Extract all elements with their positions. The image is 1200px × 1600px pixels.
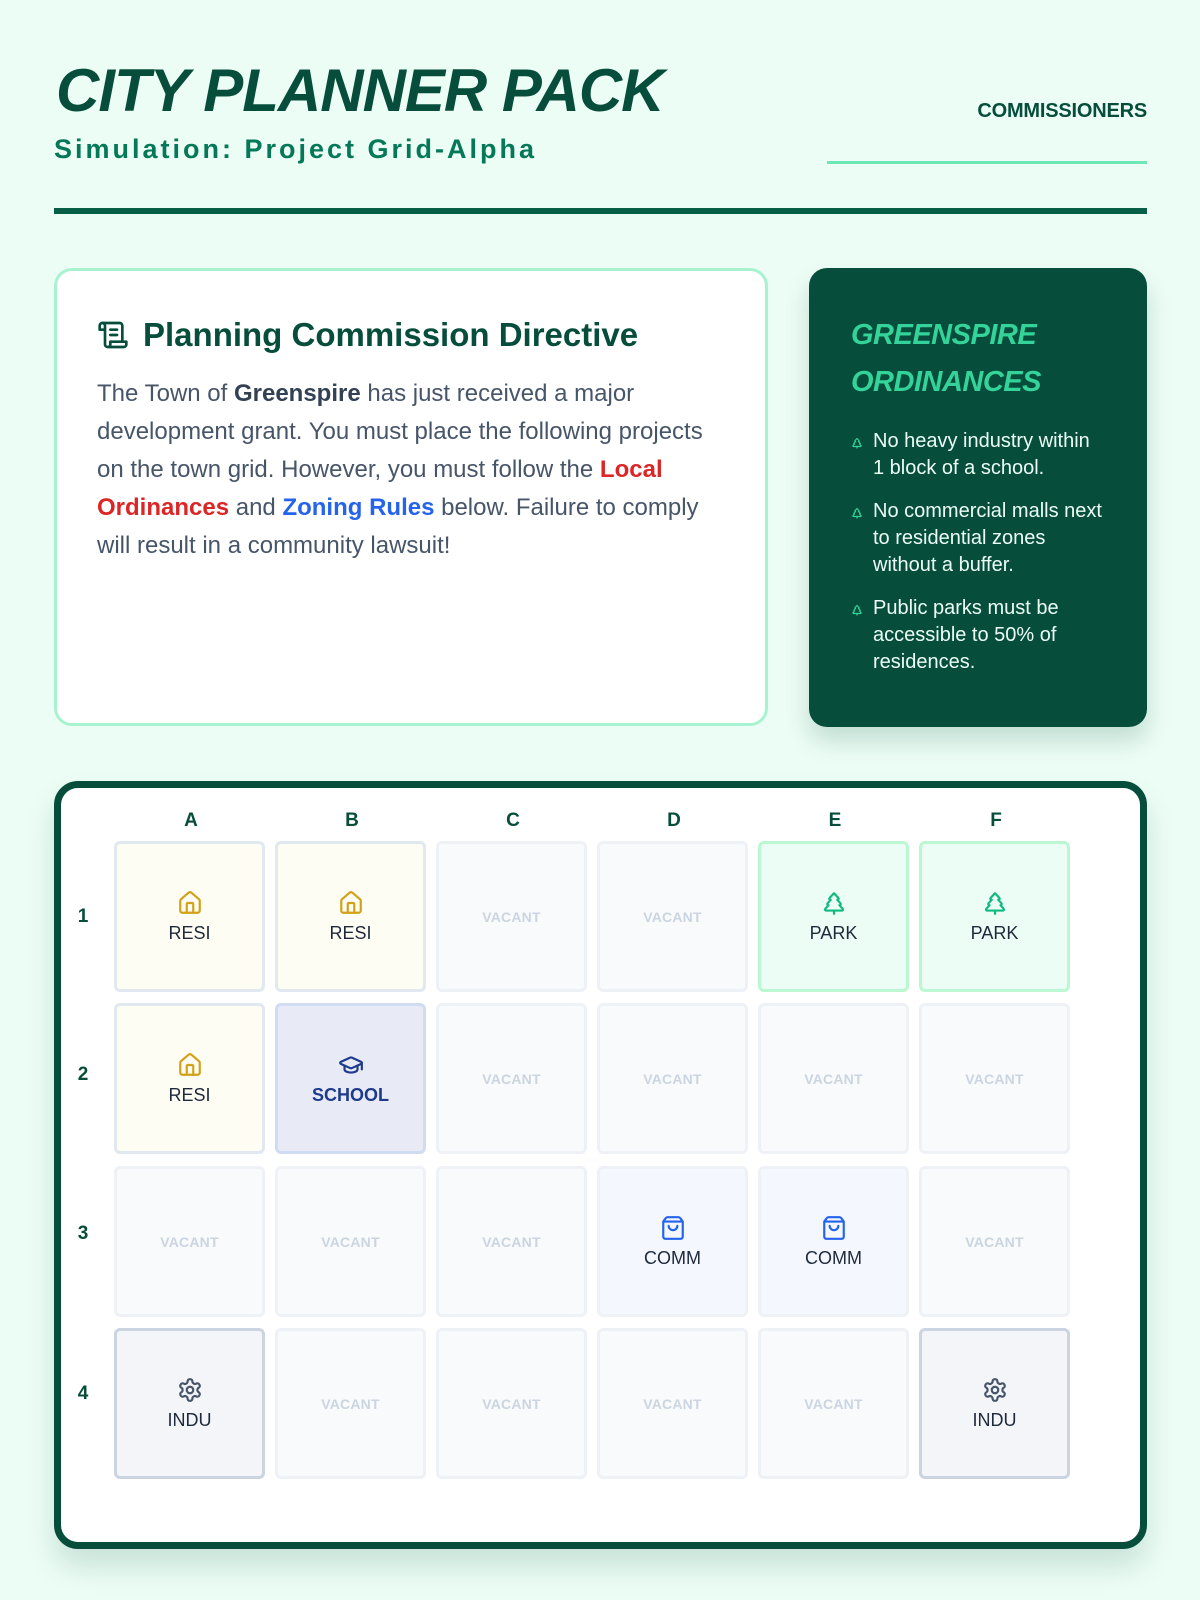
directive-text-part: The Town of <box>97 380 234 407</box>
ordinance-text: No commercial malls next to residential zones without a buffer. <box>873 500 1102 576</box>
gear-icon <box>177 1377 203 1403</box>
graduation-cap-icon <box>338 1052 364 1078</box>
cell-label: INDU <box>972 1409 1017 1430</box>
zoning-rules-link[interactable]: Zoning Rules <box>282 494 435 521</box>
tree-icon <box>851 500 863 512</box>
grid-cell-b2[interactable] <box>275 1003 426 1154</box>
ordinances-card <box>809 268 1147 727</box>
town-name: Greenspire <box>233 380 361 407</box>
cell-label: COMM <box>805 1247 862 1268</box>
grid-cell-a4[interactable] <box>114 1328 265 1479</box>
directive-title: Planning Commission Directive <box>143 316 639 353</box>
cell-label: VACANT <box>321 1395 380 1412</box>
row-label: 3 <box>77 1223 89 1244</box>
ordinance-item <box>851 595 1105 676</box>
cell-label: VACANT <box>643 1070 702 1087</box>
cell-label: VACANT <box>643 1395 702 1412</box>
cell-label: VACANT <box>643 908 702 925</box>
grid-cell-f4[interactable] <box>919 1328 1070 1479</box>
column-label: B <box>345 810 359 831</box>
tree-icon <box>851 597 863 609</box>
local-ordinances-link[interactable]: Local Ordinances <box>97 456 663 521</box>
role-label: COMMISSIONERS <box>977 100 1147 122</box>
directive-text-part: has just received a major development grant. You must place the following projects on the town grid. However, you must follow the <box>97 380 703 483</box>
column-label: C <box>506 810 520 831</box>
cell-label: VACANT <box>804 1395 863 1412</box>
cell-label: VACANT <box>160 1233 219 1250</box>
house-icon <box>177 1052 203 1078</box>
cell-label: RESI <box>329 922 372 943</box>
house-icon <box>177 890 203 916</box>
cell-label: RESI <box>168 922 211 943</box>
grid-cell-e1[interactable] <box>758 841 909 992</box>
tree-icon <box>982 890 1008 916</box>
grid-cell-f2[interactable] <box>919 1003 1070 1154</box>
scroll-icon <box>97 319 129 351</box>
gear-icon <box>982 1377 1008 1403</box>
ordinances-title-line: ORDINANCES <box>851 366 1041 398</box>
tree-icon <box>821 890 847 916</box>
town-grid <box>54 781 1147 1549</box>
cell-label: PARK <box>970 922 1019 943</box>
directive-header <box>97 315 725 355</box>
grid-cell-a3[interactable] <box>114 1166 265 1317</box>
grid-cell-a1[interactable] <box>114 841 265 992</box>
ordinances-title-line: GREENSPIRE <box>851 319 1037 351</box>
directive-card <box>54 268 768 726</box>
grid-cell-c4[interactable] <box>436 1328 587 1479</box>
cell-label: COMM <box>644 1247 701 1268</box>
ordinance-item <box>851 498 1105 579</box>
grid-cell-e2[interactable] <box>758 1003 909 1154</box>
directive-text-part: and <box>229 494 283 521</box>
ordinances-list <box>851 428 1105 676</box>
house-icon <box>338 890 364 916</box>
ordinance-text: No heavy industry within 1 block of a school. <box>873 430 1090 479</box>
row-label: 4 <box>77 1383 89 1404</box>
directive-text <box>97 375 725 565</box>
cell-label: VACANT <box>482 1233 541 1250</box>
cell-label: SCHOOL <box>311 1084 389 1105</box>
ordinance-item <box>851 428 1105 482</box>
directive-text-part: below. Failure to comply will result in a community lawsuit! <box>97 494 699 559</box>
grid-cell-e4[interactable] <box>758 1328 909 1479</box>
grid-cell-c3[interactable] <box>436 1166 587 1317</box>
page-header <box>54 56 1147 212</box>
grid-cell-c1[interactable] <box>436 841 587 992</box>
page-title: CITY PLANNER PACK <box>56 57 664 124</box>
column-label: D <box>667 810 681 831</box>
header-divider <box>54 208 1147 214</box>
grid-cell-d3[interactable] <box>597 1166 748 1317</box>
ordinances-title <box>851 312 1105 406</box>
grid-cell-a2[interactable] <box>114 1003 265 1154</box>
grid-cell-d1[interactable] <box>597 841 748 992</box>
grid-cell-c2[interactable] <box>436 1003 587 1154</box>
cell-label: PARK <box>809 922 858 943</box>
tree-icon <box>851 430 863 442</box>
role-underline <box>827 161 1147 164</box>
cell-label: VACANT <box>482 1395 541 1412</box>
grid-cell-f1[interactable] <box>919 841 1070 992</box>
shopping-bag-icon <box>821 1215 847 1241</box>
cell-label: VACANT <box>482 1070 541 1087</box>
column-label: F <box>990 810 1002 831</box>
cell-label: VACANT <box>965 1070 1024 1087</box>
cell-label: VACANT <box>482 908 541 925</box>
column-label: A <box>184 810 198 831</box>
ordinance-text: Public parks must be accessible to 50% of residences. <box>873 597 1059 673</box>
cell-label: INDU <box>167 1409 212 1430</box>
cell-label: VACANT <box>965 1233 1024 1250</box>
row-label: 1 <box>77 906 89 927</box>
grid-cell-f3[interactable] <box>919 1166 1070 1317</box>
column-label: E <box>828 810 842 831</box>
cell-label: VACANT <box>804 1070 863 1087</box>
grid-cell-d2[interactable] <box>597 1003 748 1154</box>
shopping-bag-icon <box>660 1215 686 1241</box>
cell-label: VACANT <box>321 1233 380 1250</box>
row-label: 2 <box>77 1064 89 1085</box>
cell-label: RESI <box>168 1084 211 1105</box>
grid-cell-b1[interactable] <box>275 841 426 992</box>
page-subtitle: Simulation: Project Grid-Alpha <box>54 134 538 164</box>
grid-cell-e3[interactable] <box>758 1166 909 1317</box>
grid-cell-d4[interactable] <box>597 1328 748 1479</box>
grid-cell-b4[interactable] <box>275 1328 426 1479</box>
grid-cell-b3[interactable] <box>275 1166 426 1317</box>
